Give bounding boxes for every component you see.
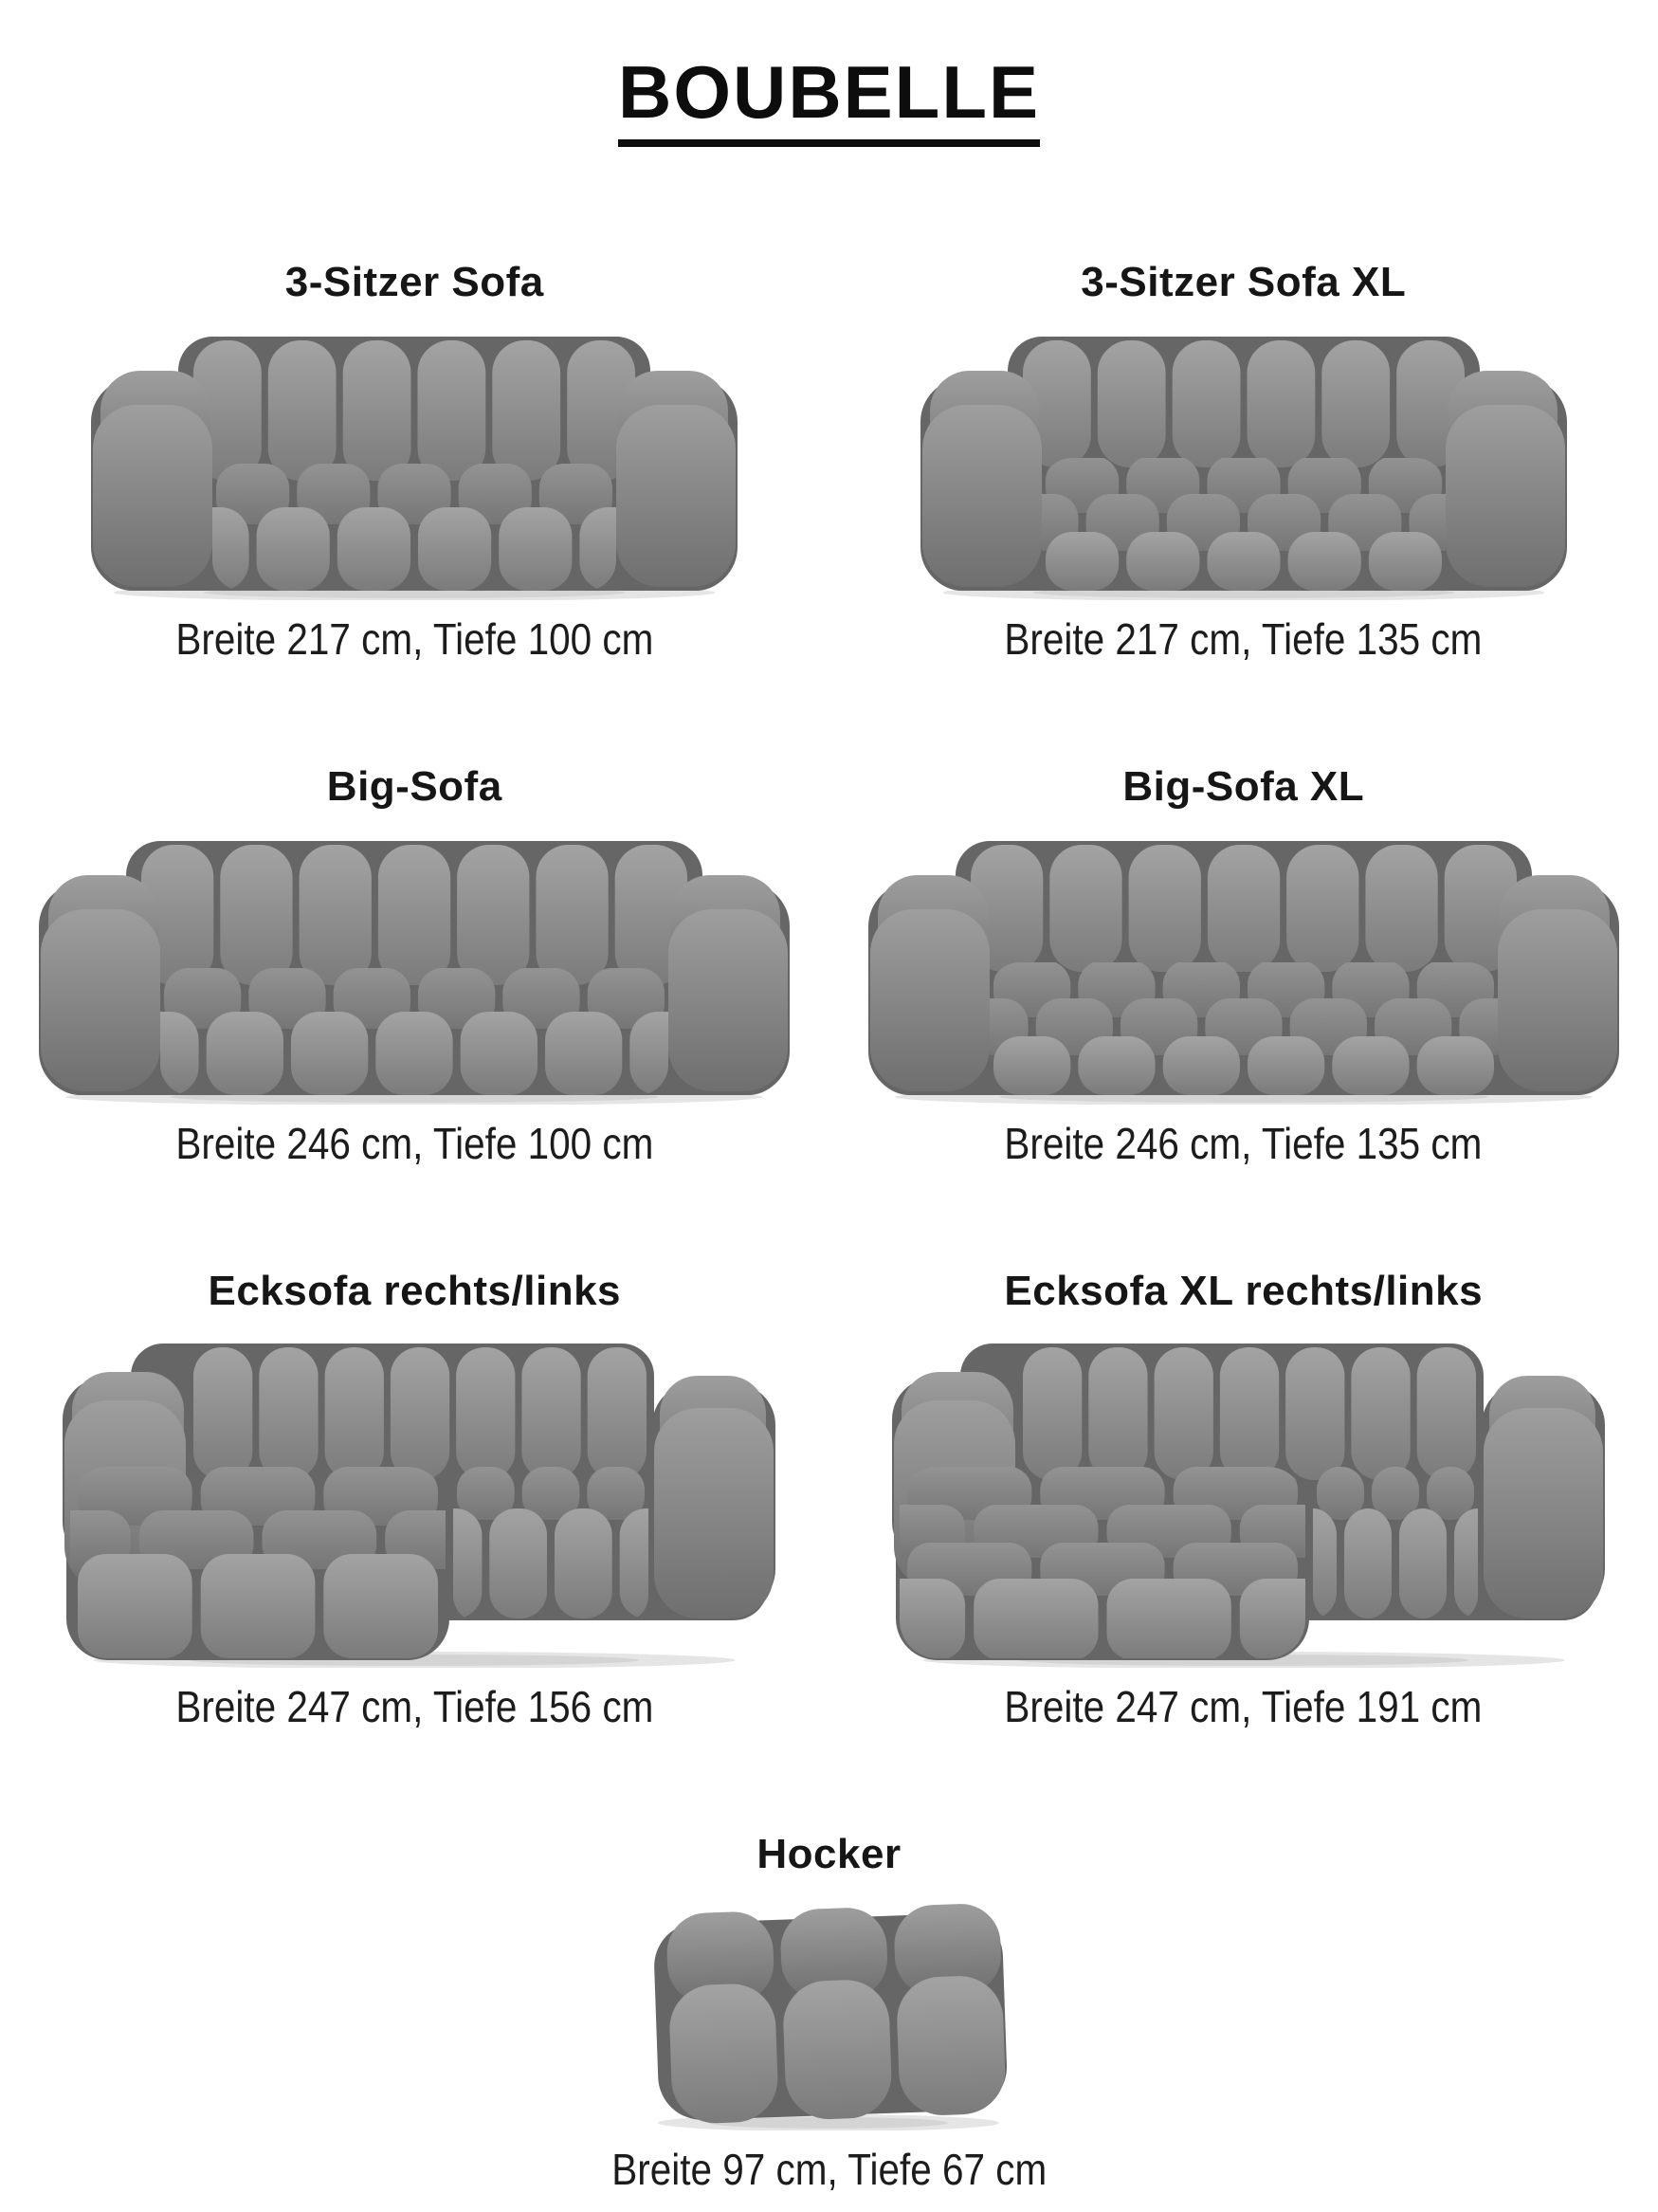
product-dimensions: [972, 613, 1515, 665]
product-name: 3-Sitzer Sofa: [284, 259, 544, 305]
product-dimensions: [143, 1681, 686, 1732]
product-grid: [0, 259, 1658, 2195]
product-name: Ecksofa XL rechts/links: [1004, 1268, 1484, 1314]
product-dimensions-text: Breite 97 cm, Tiefe 67 cm: [611, 2145, 1047, 2194]
product-card: [45, 1268, 784, 1732]
product-dimensions: [582, 2144, 1077, 2195]
product-dimensions: [143, 613, 686, 665]
product-dimensions-text: Breite 247 cm, Tiefe 156 cm: [175, 1682, 654, 1731]
big-sofa-xl-image: [865, 830, 1623, 1105]
product-name: Ecksofa rechts/links: [208, 1268, 622, 1314]
corner-sofa-image: [45, 1334, 784, 1668]
ottoman-image: [582, 1897, 1075, 2130]
product-card: [917, 259, 1571, 665]
product-dimensions: [972, 1681, 1515, 1732]
product-card: [87, 259, 741, 665]
product-dimensions: [143, 1118, 686, 1169]
product-dimensions-text: Breite 246 cm, Tiefe 135 cm: [1004, 1119, 1483, 1168]
product-dimensions-text: Breite 246 cm, Tiefe 100 cm: [175, 1119, 654, 1168]
product-name: Hocker: [756, 1831, 902, 1877]
product-card: [865, 763, 1623, 1169]
page-title-text: BOUBELLE: [618, 49, 1040, 147]
product-dimensions-text: Breite 247 cm, Tiefe 191 cm: [1004, 1682, 1483, 1731]
product-card: [582, 1831, 1077, 2195]
product-dimensions-text: Breite 217 cm, Tiefe 135 cm: [1004, 614, 1483, 664]
page-title: [0, 49, 1658, 147]
corner-sofa-xl-image: [874, 1334, 1613, 1668]
product-card: [35, 763, 793, 1169]
product-name: Big-Sofa: [326, 763, 502, 810]
sofa-3seater-xl-image: [917, 325, 1571, 600]
sofa-3seater-image: [87, 325, 741, 600]
product-name: Big-Sofa XL: [1122, 763, 1365, 810]
big-sofa-image: [35, 830, 793, 1105]
product-card: [874, 1268, 1613, 1732]
product-dimensions-text: Breite 217 cm, Tiefe 100 cm: [175, 614, 654, 664]
product-dimensions: [972, 1118, 1515, 1169]
product-name: 3-Sitzer Sofa XL: [1081, 259, 1407, 305]
